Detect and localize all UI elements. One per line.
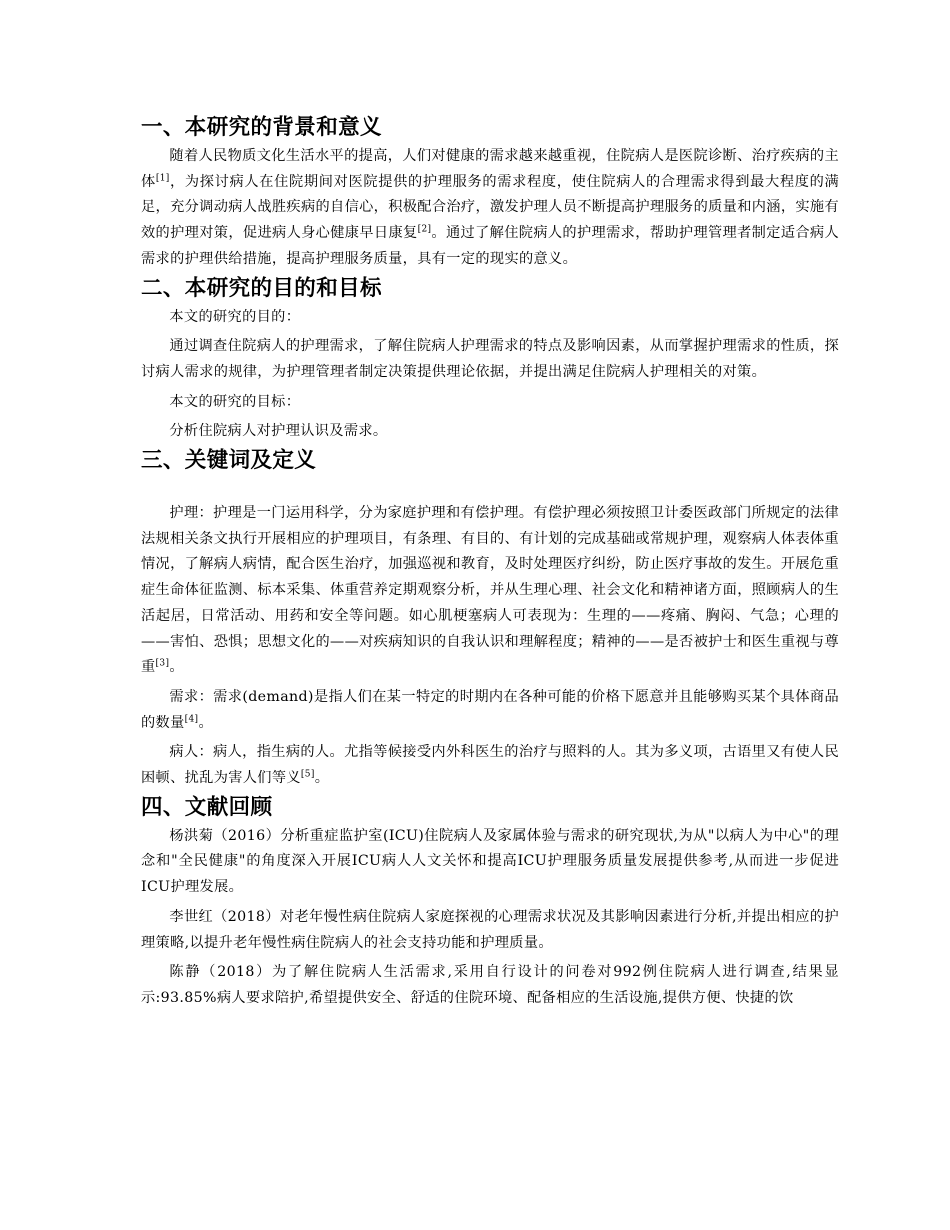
citation-marker: [4] bbox=[184, 713, 199, 724]
citation-marker: [5] bbox=[300, 769, 315, 780]
paragraph-text: 。通过了解住院病人的护理需求，帮助护理管理者制定适合病人需求的护理供给措施，提高护理服务质量，具有一定的现实的意义。 bbox=[141, 225, 839, 267]
section-heading: 二、本研究的目的和目标 bbox=[141, 275, 382, 301]
paragraph-text: 。 bbox=[169, 659, 184, 676]
section-objectives bbox=[141, 273, 839, 446]
paragraph bbox=[141, 685, 839, 736]
section-literature-review bbox=[141, 792, 839, 1012]
paragraph-text: 随着人民物质文化生活水平的提高，人们对健康的需求越来越重视，住院病人是医院诊断、治疗疾病的主体 bbox=[141, 148, 839, 190]
citation-marker: [1] bbox=[155, 172, 170, 183]
paragraph bbox=[141, 390, 839, 416]
paragraph-text: 分析住院病人对护理认识及需求。 bbox=[169, 423, 388, 440]
section-definitions bbox=[141, 445, 839, 792]
paragraph bbox=[141, 305, 839, 331]
paragraph-text: 护理：护理是一门运用科学，分为家庭护理和有偿护理。有偿护理必须按照卫计委医政部门所规定的法律法规相关条文执行开展相应的护理项目，有条理、有目的、有计划的完成基础或常规护理，观察病人体表体重情况，了解病人病情，配合医生治疗，加强巡视和教育，及时处理医疗纠纷，防止医疗事故的发生。开展危重症生命体征监测、标本采集、体重营养定期观察分析，并从生理心理、社会文化和精神诸方面，照顾病人的生活起居，日常活动、用药和安全等问题。如心肌梗塞病人可表现为：生理的——疼痛、胸闷、气急；心理的——害怕、恐惧；思想文化的——对疾病知识的自我认识和理解程度；精神的——是否被护士和医生重视与尊重 bbox=[141, 505, 839, 676]
paragraph bbox=[141, 501, 839, 681]
paragraph-text: 李世红（2018）对老年慢性病住院病人家庭探视的心理需求状况及其影响因素进行分析,并提出相应的护理策略,以提升老年慢性病住院病人的社会支持功能和护理质量。 bbox=[141, 908, 839, 951]
paragraph bbox=[141, 144, 839, 273]
paragraph-text: ，为探讨病人在住院期间对医院提供的护理服务的需求程度，使住院病人的合理需求得到最大程度的满足，充分调动病人战胜疾病的自信心，积极配合治疗，激发护理人员不断提高护理服务的质量和内涵，实施有效的护理对策，促进病人身心健康早日康复 bbox=[141, 173, 839, 242]
paragraph bbox=[141, 334, 839, 385]
document-body bbox=[141, 112, 839, 1012]
paragraph-text: 。 bbox=[314, 770, 330, 787]
paragraph bbox=[141, 905, 839, 956]
section-background bbox=[141, 112, 839, 273]
section-heading: 四、文献回顾 bbox=[141, 794, 273, 820]
citation-marker: [3] bbox=[155, 658, 170, 669]
paragraph bbox=[141, 740, 839, 791]
paragraph-text: 病人：病人，指生病的人。尤指等候接受内外科医生的治疗与照料的人。其为多义项，古语里又有使人民困顿、扰乱为害人们等义 bbox=[141, 744, 839, 787]
paragraph-text: 。 bbox=[198, 714, 213, 731]
section-heading: 三、关键词及定义 bbox=[141, 448, 317, 474]
paragraph-text: 本文的研究的目的： bbox=[169, 308, 301, 325]
paragraph-text: 需求：需求(demand)是指人们在某一特定的时期内在各种可能的价格下愿意并且能够购买某个具体商品的数量 bbox=[141, 688, 839, 731]
paragraph bbox=[141, 824, 839, 901]
paragraph-text: 陈静（2018）为了解住院病人生活需求,采用自行设计的问卷对992例住院病人进行调查,结果显示:93.85%病人要求陪护,希望提供安全、舒适的住院环境、配备相应的生活设施,提供方便、快捷的饮 bbox=[141, 964, 839, 1006]
paragraph-text: 通过调查住院病人的护理需求，了解住院病人护理需求的特点及影响因素，从而掌握护理需求的性质，探讨病人需求的规律，为护理管理者制定决策提供理论依据，并提出满足住院病人护理相关的对策。 bbox=[141, 338, 839, 380]
paragraph-text: 杨洪菊（2016）分析重症监护室(ICU)住院病人及家属体验与需求的研究现状,为从"以病人为中心"的理念和"全民健康"的角度深入开展ICU病人人文关怀和提高ICU护理服务质量发展提供参考,从而进一步促进ICU护理发展。 bbox=[141, 827, 839, 896]
blank-line bbox=[141, 477, 839, 501]
paragraph-text: 本文的研究的目标： bbox=[169, 393, 301, 410]
citation-marker: [2] bbox=[417, 224, 432, 235]
section-heading: 一、本研究的背景和意义 bbox=[141, 115, 382, 140]
paragraph bbox=[141, 419, 839, 445]
paragraph bbox=[141, 960, 839, 1011]
